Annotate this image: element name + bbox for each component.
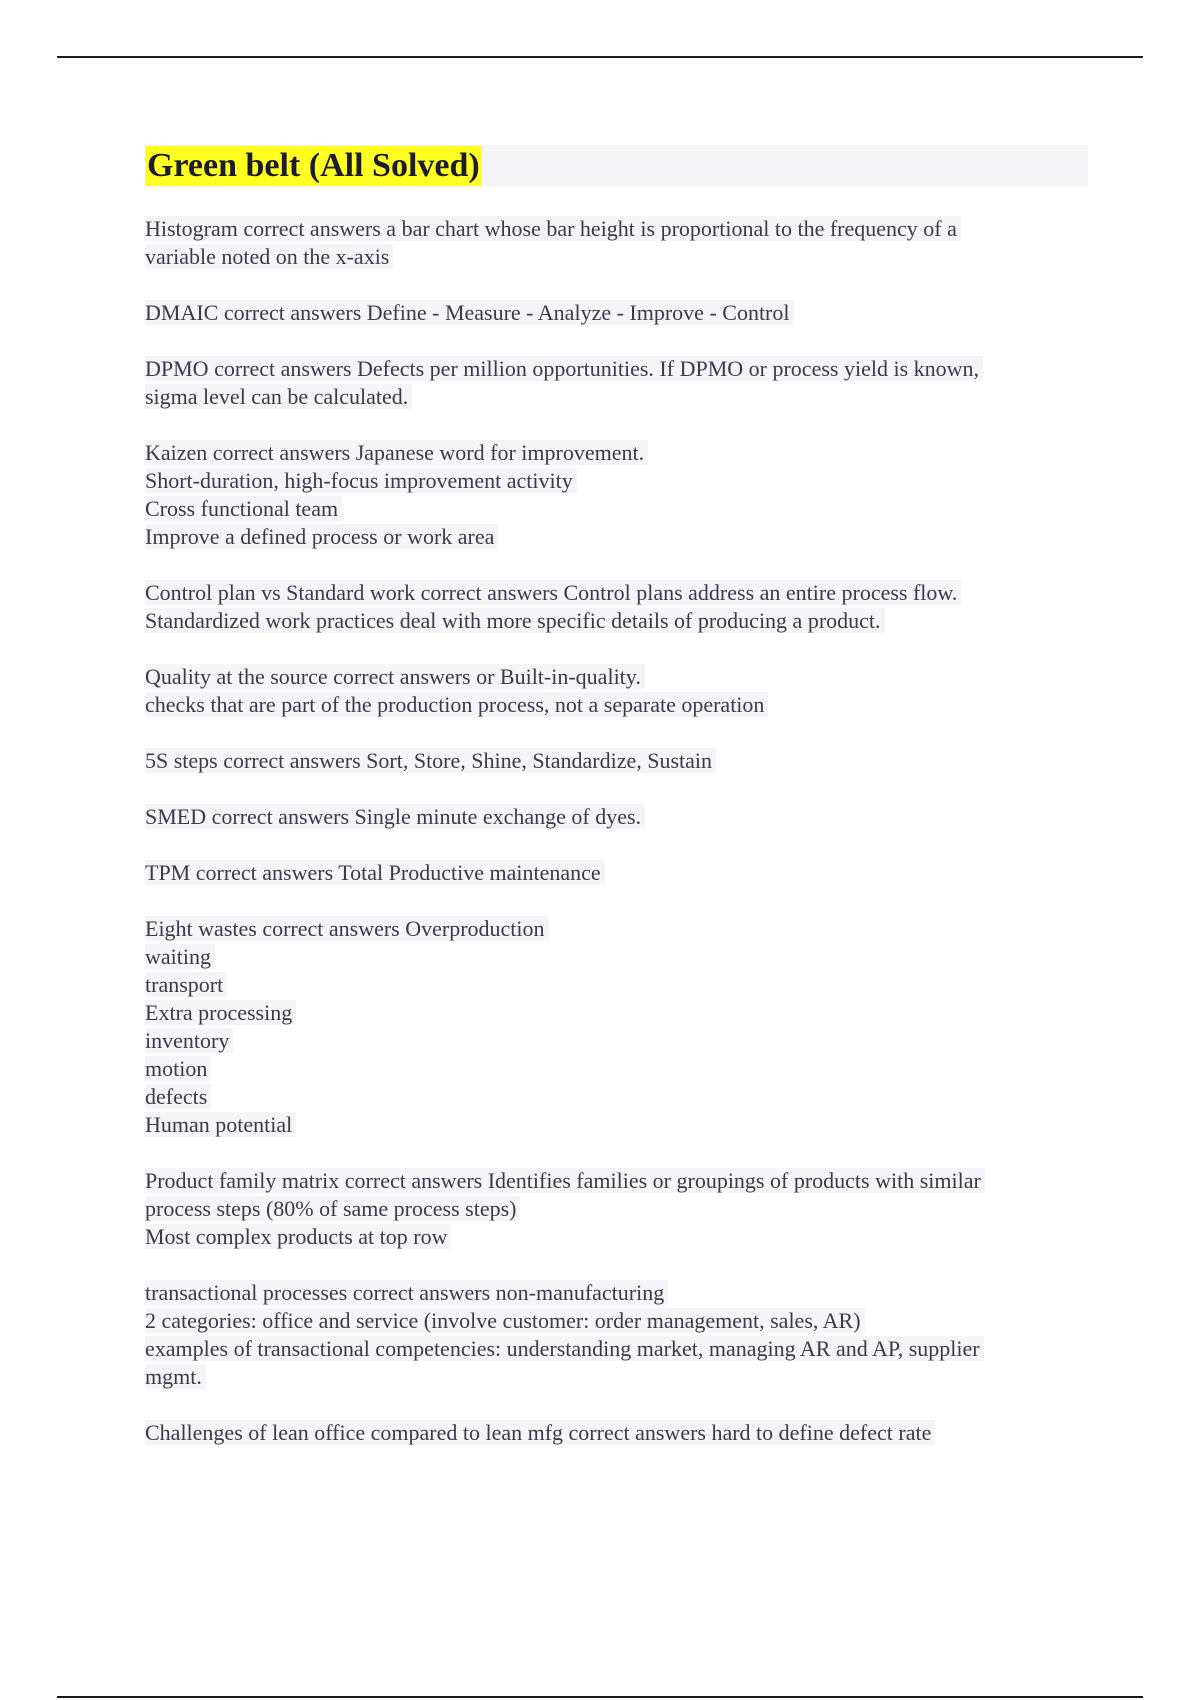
qa-item <box>145 803 1088 831</box>
qa-line-text: Quality at the source correct answers or Built-in-quality. <box>145 664 645 689</box>
qa-line-text: TPM correct answers Total Productive maintenance <box>145 860 605 885</box>
qa-line-text: 2 categories: office and service (involve customer: order management, sales, AR) <box>145 1308 865 1333</box>
qa-line <box>145 1419 1088 1447</box>
qa-line-text: Most complex products at top row <box>145 1224 451 1249</box>
qa-item <box>145 1419 1088 1447</box>
qa-line-text: Standardized work practices deal with more specific details of producing a product. <box>145 608 885 633</box>
title-bar <box>145 145 1088 187</box>
qa-line <box>145 663 1088 691</box>
footer-rule <box>57 1696 1143 1698</box>
document-page <box>145 145 1088 1475</box>
qa-line <box>145 607 1088 635</box>
qa-line <box>145 439 1088 467</box>
qa-line <box>145 859 1088 887</box>
qa-item <box>145 859 1088 887</box>
qa-line-text: DMAIC correct answers Define - Measure - Analyze - Improve - Control <box>145 300 794 325</box>
qa-line-text: Cross functional team <box>145 496 342 521</box>
qa-line <box>145 1027 1088 1055</box>
qa-line-text: examples of transactional competencies: understanding market, managing AR and AP, supplier <box>145 1336 984 1361</box>
qa-line-text: DPMO correct answers Defects per million opportunities. If DPMO or process yield is known, <box>145 356 983 381</box>
qa-line <box>145 1195 1088 1223</box>
qa-line <box>145 747 1088 775</box>
qa-line-text: Histogram correct answers a bar chart whose bar height is proportional to the frequency of a <box>145 216 961 241</box>
qa-line <box>145 999 1088 1027</box>
qa-line <box>145 943 1088 971</box>
qa-line-text: 5S steps correct answers Sort, Store, Shine, Standardize, Sustain <box>145 748 716 773</box>
qa-line-text: defects <box>145 1084 211 1109</box>
qa-line-text: motion <box>145 1056 211 1081</box>
qa-line <box>145 299 1088 327</box>
document-title: Green belt (All Solved) <box>147 147 480 184</box>
qa-item <box>145 1167 1088 1251</box>
qa-line-text: Eight wastes correct answers Overproduction <box>145 916 549 941</box>
qa-line <box>145 1279 1088 1307</box>
qa-item <box>145 579 1088 635</box>
qa-line-text: Extra processing <box>145 1000 296 1025</box>
qa-line <box>145 1363 1088 1391</box>
qa-list <box>145 215 1088 1475</box>
qa-item <box>145 1279 1088 1391</box>
qa-line-text: transport <box>145 972 227 997</box>
qa-item <box>145 439 1088 551</box>
qa-line-text: variable noted on the x-axis <box>145 244 393 269</box>
qa-line <box>145 1083 1088 1111</box>
qa-item <box>145 355 1088 411</box>
qa-item <box>145 915 1088 1139</box>
qa-line <box>145 383 1088 411</box>
qa-line-text: Product family matrix correct answers Identifies families or groupings of products with similar <box>145 1168 985 1193</box>
qa-line-text: Human potential <box>145 1112 296 1137</box>
qa-line <box>145 1223 1088 1251</box>
qa-line-text: Challenges of lean office compared to lean mfg correct answers hard to define defect rate <box>145 1420 935 1445</box>
qa-line-text: waiting <box>145 944 215 969</box>
qa-line <box>145 579 1088 607</box>
qa-line-text: Control plan vs Standard work correct answers Control plans address an entire process flow. <box>145 580 961 605</box>
qa-line <box>145 915 1088 943</box>
qa-line <box>145 1111 1088 1139</box>
qa-line <box>145 523 1088 551</box>
qa-item <box>145 663 1088 719</box>
qa-line-text: inventory <box>145 1028 233 1053</box>
qa-line <box>145 1335 1088 1363</box>
qa-item <box>145 215 1088 271</box>
qa-line <box>145 691 1088 719</box>
qa-line <box>145 1307 1088 1335</box>
qa-line <box>145 971 1088 999</box>
qa-line-text: mgmt. <box>145 1364 206 1389</box>
qa-line-text: Kaizen correct answers Japanese word for improvement. <box>145 440 648 465</box>
qa-line <box>145 467 1088 495</box>
qa-line <box>145 495 1088 523</box>
qa-line-text: transactional processes correct answers non-manufacturing <box>145 1280 668 1305</box>
qa-line-text: Short-duration, high-focus improvement activity <box>145 468 577 493</box>
qa-item <box>145 299 1088 327</box>
header-rule <box>57 56 1143 58</box>
qa-line-text: sigma level can be calculated. <box>145 384 412 409</box>
qa-line <box>145 215 1088 243</box>
qa-line <box>145 243 1088 271</box>
qa-line <box>145 1055 1088 1083</box>
qa-line <box>145 803 1088 831</box>
qa-line-text: Improve a defined process or work area <box>145 524 498 549</box>
qa-item <box>145 747 1088 775</box>
qa-line <box>145 1167 1088 1195</box>
qa-line <box>145 355 1088 383</box>
qa-line-text: SMED correct answers Single minute exchange of dyes. <box>145 804 645 829</box>
qa-line-text: process steps (80% of same process steps) <box>145 1196 520 1221</box>
qa-line-text: checks that are part of the production process, not a separate operation <box>145 692 768 717</box>
